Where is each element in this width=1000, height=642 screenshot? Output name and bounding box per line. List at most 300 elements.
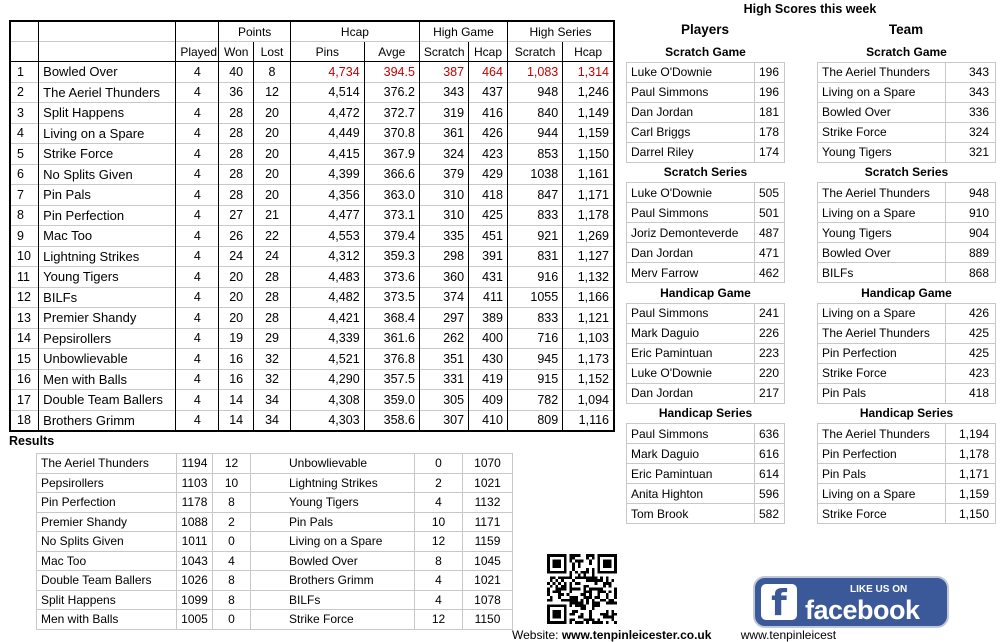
score-row xyxy=(818,223,996,243)
league-row xyxy=(10,328,614,349)
score-value-cell: 471 xyxy=(755,243,785,263)
score-value-cell: 596 xyxy=(755,484,785,504)
score-name-cell: Mark Daguio xyxy=(627,323,755,343)
team-a-cell: Pepsirollers xyxy=(37,473,177,493)
played-cell: 4 xyxy=(176,349,219,370)
score-row xyxy=(818,464,996,484)
score-value-cell: 889 xyxy=(946,243,996,263)
hg-hcap-cell: 418 xyxy=(469,185,508,206)
score-name-cell: Strike Force xyxy=(818,122,946,142)
hg-scratch-cell: 387 xyxy=(419,62,468,83)
score-row xyxy=(627,243,785,263)
score-name-cell: The Aeriel Thunders xyxy=(818,62,946,82)
hg-hcap-cell: 426 xyxy=(469,123,508,144)
pts-b-cell: 12 xyxy=(415,610,463,630)
pins-cell: 4,472 xyxy=(290,103,364,124)
hg-scratch-cell: 379 xyxy=(419,164,468,185)
hg-hcap-cell: 400 xyxy=(469,328,508,349)
facebook-like-badge[interactable] xyxy=(753,576,949,628)
score-name-cell: Pin Perfection xyxy=(818,343,946,363)
team-name-cell: Split Happens xyxy=(39,103,176,124)
pins-cell: 4,399 xyxy=(290,164,364,185)
pts-a-cell: 12 xyxy=(213,454,251,474)
score-row xyxy=(627,223,785,243)
score-name-cell: Joriz Demonteverde xyxy=(627,223,755,243)
score-name-cell: Bowled Over xyxy=(818,102,946,122)
score-row xyxy=(627,363,785,383)
score-row xyxy=(818,343,996,363)
score-name-cell: Pin Perfection xyxy=(818,444,946,464)
hg-hcap-cell: 430 xyxy=(469,349,508,370)
hg-scratch-cell: 351 xyxy=(419,349,468,370)
pts-b-cell: 4 xyxy=(415,590,463,610)
score-name-cell: Young Tigers xyxy=(818,142,946,162)
pts-a-cell: 8 xyxy=(213,590,251,610)
score-row xyxy=(627,62,785,82)
hg-hcap-cell: 437 xyxy=(469,82,508,103)
results-table xyxy=(36,453,513,630)
won-cell: 20 xyxy=(219,267,254,288)
played-cell: 4 xyxy=(176,185,219,206)
team-b-cell: Young Tigers xyxy=(251,493,415,513)
score-row xyxy=(818,122,996,142)
hs-hcap-cell: 1,269 xyxy=(563,226,614,247)
hs-scratch-cell: 945 xyxy=(507,349,562,370)
score-row xyxy=(818,484,996,504)
result-row xyxy=(37,610,513,630)
won-cell: 20 xyxy=(219,308,254,329)
hs-scratch-cell: 944 xyxy=(507,123,562,144)
score-row xyxy=(818,243,996,263)
score-name-cell: Dan Jordan xyxy=(627,243,755,263)
pins-cell: 4,312 xyxy=(290,246,364,267)
hs-hcap-cell: 1,094 xyxy=(563,390,614,411)
league-row xyxy=(10,287,614,308)
hg-hcap-cell: 419 xyxy=(469,369,508,390)
pts-b-cell: 2 xyxy=(415,473,463,493)
team-a-cell: Premier Shandy xyxy=(37,512,177,532)
team-heading: Team xyxy=(888,22,924,37)
lost-cell: 20 xyxy=(254,164,291,185)
hg-hcap-cell: 416 xyxy=(469,103,508,124)
score-a-cell: 1005 xyxy=(177,610,213,630)
avge-cell: 357.5 xyxy=(364,369,419,390)
avge-cell: 367.9 xyxy=(364,144,419,165)
avge-cell: 373.5 xyxy=(364,287,419,308)
pts-a-cell: 8 xyxy=(213,493,251,513)
hs-scratch-cell: 833 xyxy=(507,308,562,329)
section-header-row xyxy=(818,403,996,424)
played-cell: 4 xyxy=(176,390,219,411)
hs-hcap-cell: 1,127 xyxy=(563,246,614,267)
score-name-cell: Living on a Spare xyxy=(818,203,946,223)
pts-b-cell: 12 xyxy=(415,532,463,552)
hs-scratch-cell: 1038 xyxy=(507,164,562,185)
lost-cell: 28 xyxy=(254,287,291,308)
score-value-cell: 321 xyxy=(946,142,996,162)
lost-cell: 21 xyxy=(254,205,291,226)
score-value-cell: 196 xyxy=(755,82,785,102)
hg-scratch-cell: 298 xyxy=(419,246,468,267)
score-b-cell: 1159 xyxy=(463,532,513,552)
position-cell: 3 xyxy=(10,103,39,124)
score-row xyxy=(818,323,996,343)
avge-cell: 368.4 xyxy=(364,308,419,329)
won-cell: 28 xyxy=(219,164,254,185)
pins-cell: 4,477 xyxy=(290,205,364,226)
position-cell: 9 xyxy=(10,226,39,247)
lost-cell: 29 xyxy=(254,328,291,349)
league-row xyxy=(10,185,614,206)
score-name-cell: Luke O'Downie xyxy=(627,363,755,383)
pins-header: Pins xyxy=(290,42,364,62)
lost-cell: 32 xyxy=(254,369,291,390)
position-cell: 14 xyxy=(10,328,39,349)
team-b-cell: Strike Force xyxy=(251,610,415,630)
position-cell: 4 xyxy=(10,123,39,144)
hs-scratch-cell: 831 xyxy=(507,246,562,267)
team-name-cell: Pin Pals xyxy=(39,185,176,206)
score-row xyxy=(818,444,996,464)
score-a-cell: 1088 xyxy=(177,512,213,532)
score-value-cell: 336 xyxy=(946,102,996,122)
score-name-cell: Dan Jordan xyxy=(627,102,755,122)
won-cell: 28 xyxy=(219,144,254,165)
score-value-cell: 217 xyxy=(755,383,785,403)
score-row xyxy=(818,504,996,524)
played-cell: 4 xyxy=(176,287,219,308)
avge-cell: 370.8 xyxy=(364,123,419,144)
hg-hcap-cell: 429 xyxy=(469,164,508,185)
avge-cell: 373.1 xyxy=(364,205,419,226)
team-b-cell: Living on a Spare xyxy=(251,532,415,552)
hg-hcap-header: Hcap xyxy=(469,42,508,62)
hs-hcap-cell: 1,166 xyxy=(563,287,614,308)
result-row xyxy=(37,493,513,513)
score-row xyxy=(818,383,996,403)
hs-scratch-cell: 1,083 xyxy=(507,62,562,83)
section-title: Handicap Series xyxy=(859,406,954,421)
position-cell: 5 xyxy=(10,144,39,165)
won-cell: 16 xyxy=(219,349,254,370)
score-row xyxy=(627,183,785,203)
league-table xyxy=(9,20,615,432)
team-name-cell: Strike Force xyxy=(39,144,176,165)
facebook-like-text: LIKE US ON xyxy=(850,584,908,595)
score-value-cell: 226 xyxy=(755,323,785,343)
score-a-cell: 1011 xyxy=(177,532,213,552)
score-value-cell: 223 xyxy=(755,343,785,363)
hg-scratch-cell: 361 xyxy=(419,123,468,144)
pts-b-cell: 4 xyxy=(415,493,463,513)
score-value-cell: 614 xyxy=(755,464,785,484)
team-name-cell: The Aeriel Thunders xyxy=(39,82,176,103)
section-title: Scratch Series xyxy=(864,165,949,180)
pins-cell: 4,482 xyxy=(290,287,364,308)
score-value-cell: 1,159 xyxy=(946,484,996,504)
score-row xyxy=(627,102,785,122)
score-row xyxy=(627,323,785,343)
hs-scratch-cell: 840 xyxy=(507,103,562,124)
score-name-cell: Dan Jordan xyxy=(627,383,755,403)
result-row xyxy=(37,473,513,493)
won-cell: 14 xyxy=(219,390,254,411)
result-row xyxy=(37,571,513,591)
score-row xyxy=(818,363,996,383)
score-b-cell: 1132 xyxy=(463,493,513,513)
score-row xyxy=(627,122,785,142)
score-value-cell: 1,150 xyxy=(946,504,996,524)
hg-scratch-cell: 319 xyxy=(419,103,468,124)
hg-scratch-cell: 324 xyxy=(419,144,468,165)
won-cell: 28 xyxy=(219,123,254,144)
section-header-row xyxy=(818,162,996,183)
hg-scratch-cell: 335 xyxy=(419,226,468,247)
score-value-cell: 181 xyxy=(755,102,785,122)
score-name-cell: Luke O'Downie xyxy=(627,62,755,82)
website-footer xyxy=(512,628,836,642)
score-name-cell: Young Tigers xyxy=(818,223,946,243)
team-name-cell: Premier Shandy xyxy=(39,308,176,329)
score-name-cell: Luke O'Downie xyxy=(627,183,755,203)
hs-scratch-cell: 916 xyxy=(507,267,562,288)
won-cell: 27 xyxy=(219,205,254,226)
league-row xyxy=(10,82,614,103)
lost-cell: 34 xyxy=(254,410,291,431)
score-name-cell: The Aeriel Thunders xyxy=(818,323,946,343)
section-header-row xyxy=(627,42,785,62)
team-a-cell: Pin Perfection xyxy=(37,493,177,513)
played-cell: 4 xyxy=(176,226,219,247)
score-value-cell: 178 xyxy=(755,122,785,142)
league-row xyxy=(10,226,614,247)
hg-scratch-cell: 262 xyxy=(419,328,468,349)
hg-hcap-cell: 411 xyxy=(469,287,508,308)
section-header-row xyxy=(627,162,785,183)
team-name-cell: Pin Perfection xyxy=(39,205,176,226)
section-title: Handicap Game xyxy=(660,285,751,300)
lost-cell: 20 xyxy=(254,103,291,124)
score-a-cell: 1178 xyxy=(177,493,213,513)
hs-hcap-cell: 1,171 xyxy=(563,185,614,206)
hs-scratch-cell: 782 xyxy=(507,390,562,411)
avge-cell: 376.2 xyxy=(364,82,419,103)
score-b-cell: 1021 xyxy=(463,473,513,493)
pins-cell: 4,449 xyxy=(290,123,364,144)
hg-hcap-cell: 423 xyxy=(469,144,508,165)
pts-a-cell: 8 xyxy=(213,571,251,591)
played-cell: 4 xyxy=(176,369,219,390)
won-cell: 16 xyxy=(219,369,254,390)
played-cell: 4 xyxy=(176,328,219,349)
score-name-cell: Anita Highton xyxy=(627,484,755,504)
hg-scratch-cell: 297 xyxy=(419,308,468,329)
played-cell: 4 xyxy=(176,144,219,165)
league-row xyxy=(10,410,614,431)
score-row xyxy=(627,484,785,504)
website-label: Website: xyxy=(512,628,559,642)
played-cell: 4 xyxy=(176,205,219,226)
score-value-cell: 423 xyxy=(946,363,996,383)
hs-hcap-cell: 1,246 xyxy=(563,82,614,103)
team-a-cell: No Splits Given xyxy=(37,532,177,552)
league-row xyxy=(10,205,614,226)
lost-cell: 34 xyxy=(254,390,291,411)
team-name-cell: Young Tigers xyxy=(39,267,176,288)
qr-code[interactable] xyxy=(544,554,620,624)
pins-cell: 4,308 xyxy=(290,390,364,411)
hs-hcap-cell: 1,159 xyxy=(563,123,614,144)
pins-cell: 4,415 xyxy=(290,144,364,165)
position-cell: 1 xyxy=(10,62,39,83)
won-cell: 24 xyxy=(219,246,254,267)
result-row xyxy=(37,512,513,532)
pts-b-cell: 8 xyxy=(415,551,463,571)
score-row xyxy=(818,303,996,323)
score-value-cell: 868 xyxy=(946,263,996,283)
lost-cell: 24 xyxy=(254,246,291,267)
team-name-cell: Double Team Ballers xyxy=(39,390,176,411)
team-name-cell: Unbowlievable xyxy=(39,349,176,370)
played-cell: 4 xyxy=(176,308,219,329)
won-cell: 20 xyxy=(219,287,254,308)
score-name-cell: Pin Pals xyxy=(818,464,946,484)
pts-a-cell: 0 xyxy=(213,610,251,630)
score-value-cell: 418 xyxy=(946,383,996,403)
score-name-cell: Strike Force xyxy=(818,504,946,524)
hg-hcap-cell: 451 xyxy=(469,226,508,247)
position-cell: 6 xyxy=(10,164,39,185)
played-cell: 4 xyxy=(176,164,219,185)
score-value-cell: 241 xyxy=(755,303,785,323)
score-b-cell: 1045 xyxy=(463,551,513,571)
players-heading: Players xyxy=(680,22,730,37)
position-cell: 12 xyxy=(10,287,39,308)
score-name-cell: Living on a Spare xyxy=(818,484,946,504)
played-cell: 4 xyxy=(176,410,219,431)
score-row xyxy=(627,444,785,464)
score-value-cell: 904 xyxy=(946,223,996,243)
score-row xyxy=(627,343,785,363)
score-name-cell: Living on a Spare xyxy=(818,303,946,323)
score-value-cell: 1,171 xyxy=(946,464,996,484)
score-row xyxy=(627,303,785,323)
score-name-cell: Mark Daguio xyxy=(627,444,755,464)
score-value-cell: 174 xyxy=(755,142,785,162)
score-value-cell: 948 xyxy=(946,183,996,203)
hs-hcap-cell: 1,103 xyxy=(563,328,614,349)
score-name-cell: Merv Farrow xyxy=(627,263,755,283)
result-row xyxy=(37,590,513,610)
league-row xyxy=(10,246,614,267)
league-row xyxy=(10,103,614,124)
score-a-cell: 1043 xyxy=(177,551,213,571)
lost-cell: 20 xyxy=(254,185,291,206)
score-value-cell: 462 xyxy=(755,263,785,283)
team-b-cell: Lightning Strikes xyxy=(251,473,415,493)
score-value-cell: 636 xyxy=(755,424,785,444)
hs-scratch-header: Scratch xyxy=(507,42,562,62)
section-header-row xyxy=(818,283,996,304)
score-name-cell: Strike Force xyxy=(818,363,946,383)
lost-cell: 22 xyxy=(254,226,291,247)
score-row xyxy=(818,142,996,162)
score-value-cell: 501 xyxy=(755,203,785,223)
hg-scratch-cell: 331 xyxy=(419,369,468,390)
hs-hcap-cell: 1,149 xyxy=(563,103,614,124)
section-header-row xyxy=(627,283,785,304)
avge-cell: 372.7 xyxy=(364,103,419,124)
team-a-cell: Double Team Ballers xyxy=(37,571,177,591)
avge-cell: 361.6 xyxy=(364,328,419,349)
hg-hcap-cell: 389 xyxy=(469,308,508,329)
score-name-cell: Tom Brook xyxy=(627,504,755,524)
avge-cell: 394.5 xyxy=(364,62,419,83)
league-row xyxy=(10,349,614,370)
pins-cell: 4,521 xyxy=(290,349,364,370)
hs-scratch-cell: 853 xyxy=(507,144,562,165)
section-title: Handicap Game xyxy=(861,285,952,300)
points-header: Points xyxy=(219,21,291,42)
team-high-scores xyxy=(817,42,996,524)
result-row xyxy=(37,532,513,552)
website-link[interactable]: www.tenpinleicester.co.uk xyxy=(561,628,712,642)
pins-cell: 4,553 xyxy=(290,226,364,247)
pins-cell: 4,339 xyxy=(290,328,364,349)
hg-hcap-cell: 464 xyxy=(469,62,508,83)
score-name-cell: Paul Simmons xyxy=(627,82,755,102)
pts-a-cell: 4 xyxy=(213,551,251,571)
position-cell: 16 xyxy=(10,369,39,390)
played-cell: 4 xyxy=(176,267,219,288)
avge-cell: 359.3 xyxy=(364,246,419,267)
score-value-cell: 910 xyxy=(946,203,996,223)
score-value-cell: 487 xyxy=(755,223,785,243)
hs-hcap-cell: 1,152 xyxy=(563,369,614,390)
pts-b-cell: 4 xyxy=(415,571,463,591)
score-a-cell: 1026 xyxy=(177,571,213,591)
high-scores-title: High Scores this week xyxy=(743,2,877,16)
hs-scratch-cell: 847 xyxy=(507,185,562,206)
won-cell: 36 xyxy=(219,82,254,103)
league-row xyxy=(10,267,614,288)
position-cell: 11 xyxy=(10,267,39,288)
won-cell: 19 xyxy=(219,328,254,349)
league-row xyxy=(10,390,614,411)
league-row xyxy=(10,369,614,390)
score-b-cell: 1021 xyxy=(463,571,513,591)
score-b-cell: 1171 xyxy=(463,512,513,532)
hs-scratch-cell: 716 xyxy=(507,328,562,349)
hs-scratch-cell: 1055 xyxy=(507,287,562,308)
position-cell: 13 xyxy=(10,308,39,329)
played-cell: 4 xyxy=(176,62,219,83)
website-tail: www.tenpinleicest xyxy=(740,628,837,642)
team-name-cell: Bowled Over xyxy=(39,62,176,83)
team-a-cell: Men with Balls xyxy=(37,610,177,630)
played-cell: 4 xyxy=(176,103,219,124)
hg-scratch-header: Scratch xyxy=(419,42,468,62)
score-value-cell: 505 xyxy=(755,183,785,203)
section-title: Handicap Series xyxy=(658,406,753,421)
section-title: Scratch Game xyxy=(665,44,746,59)
hg-hcap-cell: 431 xyxy=(469,267,508,288)
score-row xyxy=(818,203,996,223)
pins-cell: 4,356 xyxy=(290,185,364,206)
position-cell: 17 xyxy=(10,390,39,411)
pts-a-cell: 2 xyxy=(213,512,251,532)
score-b-cell: 1070 xyxy=(463,454,513,474)
